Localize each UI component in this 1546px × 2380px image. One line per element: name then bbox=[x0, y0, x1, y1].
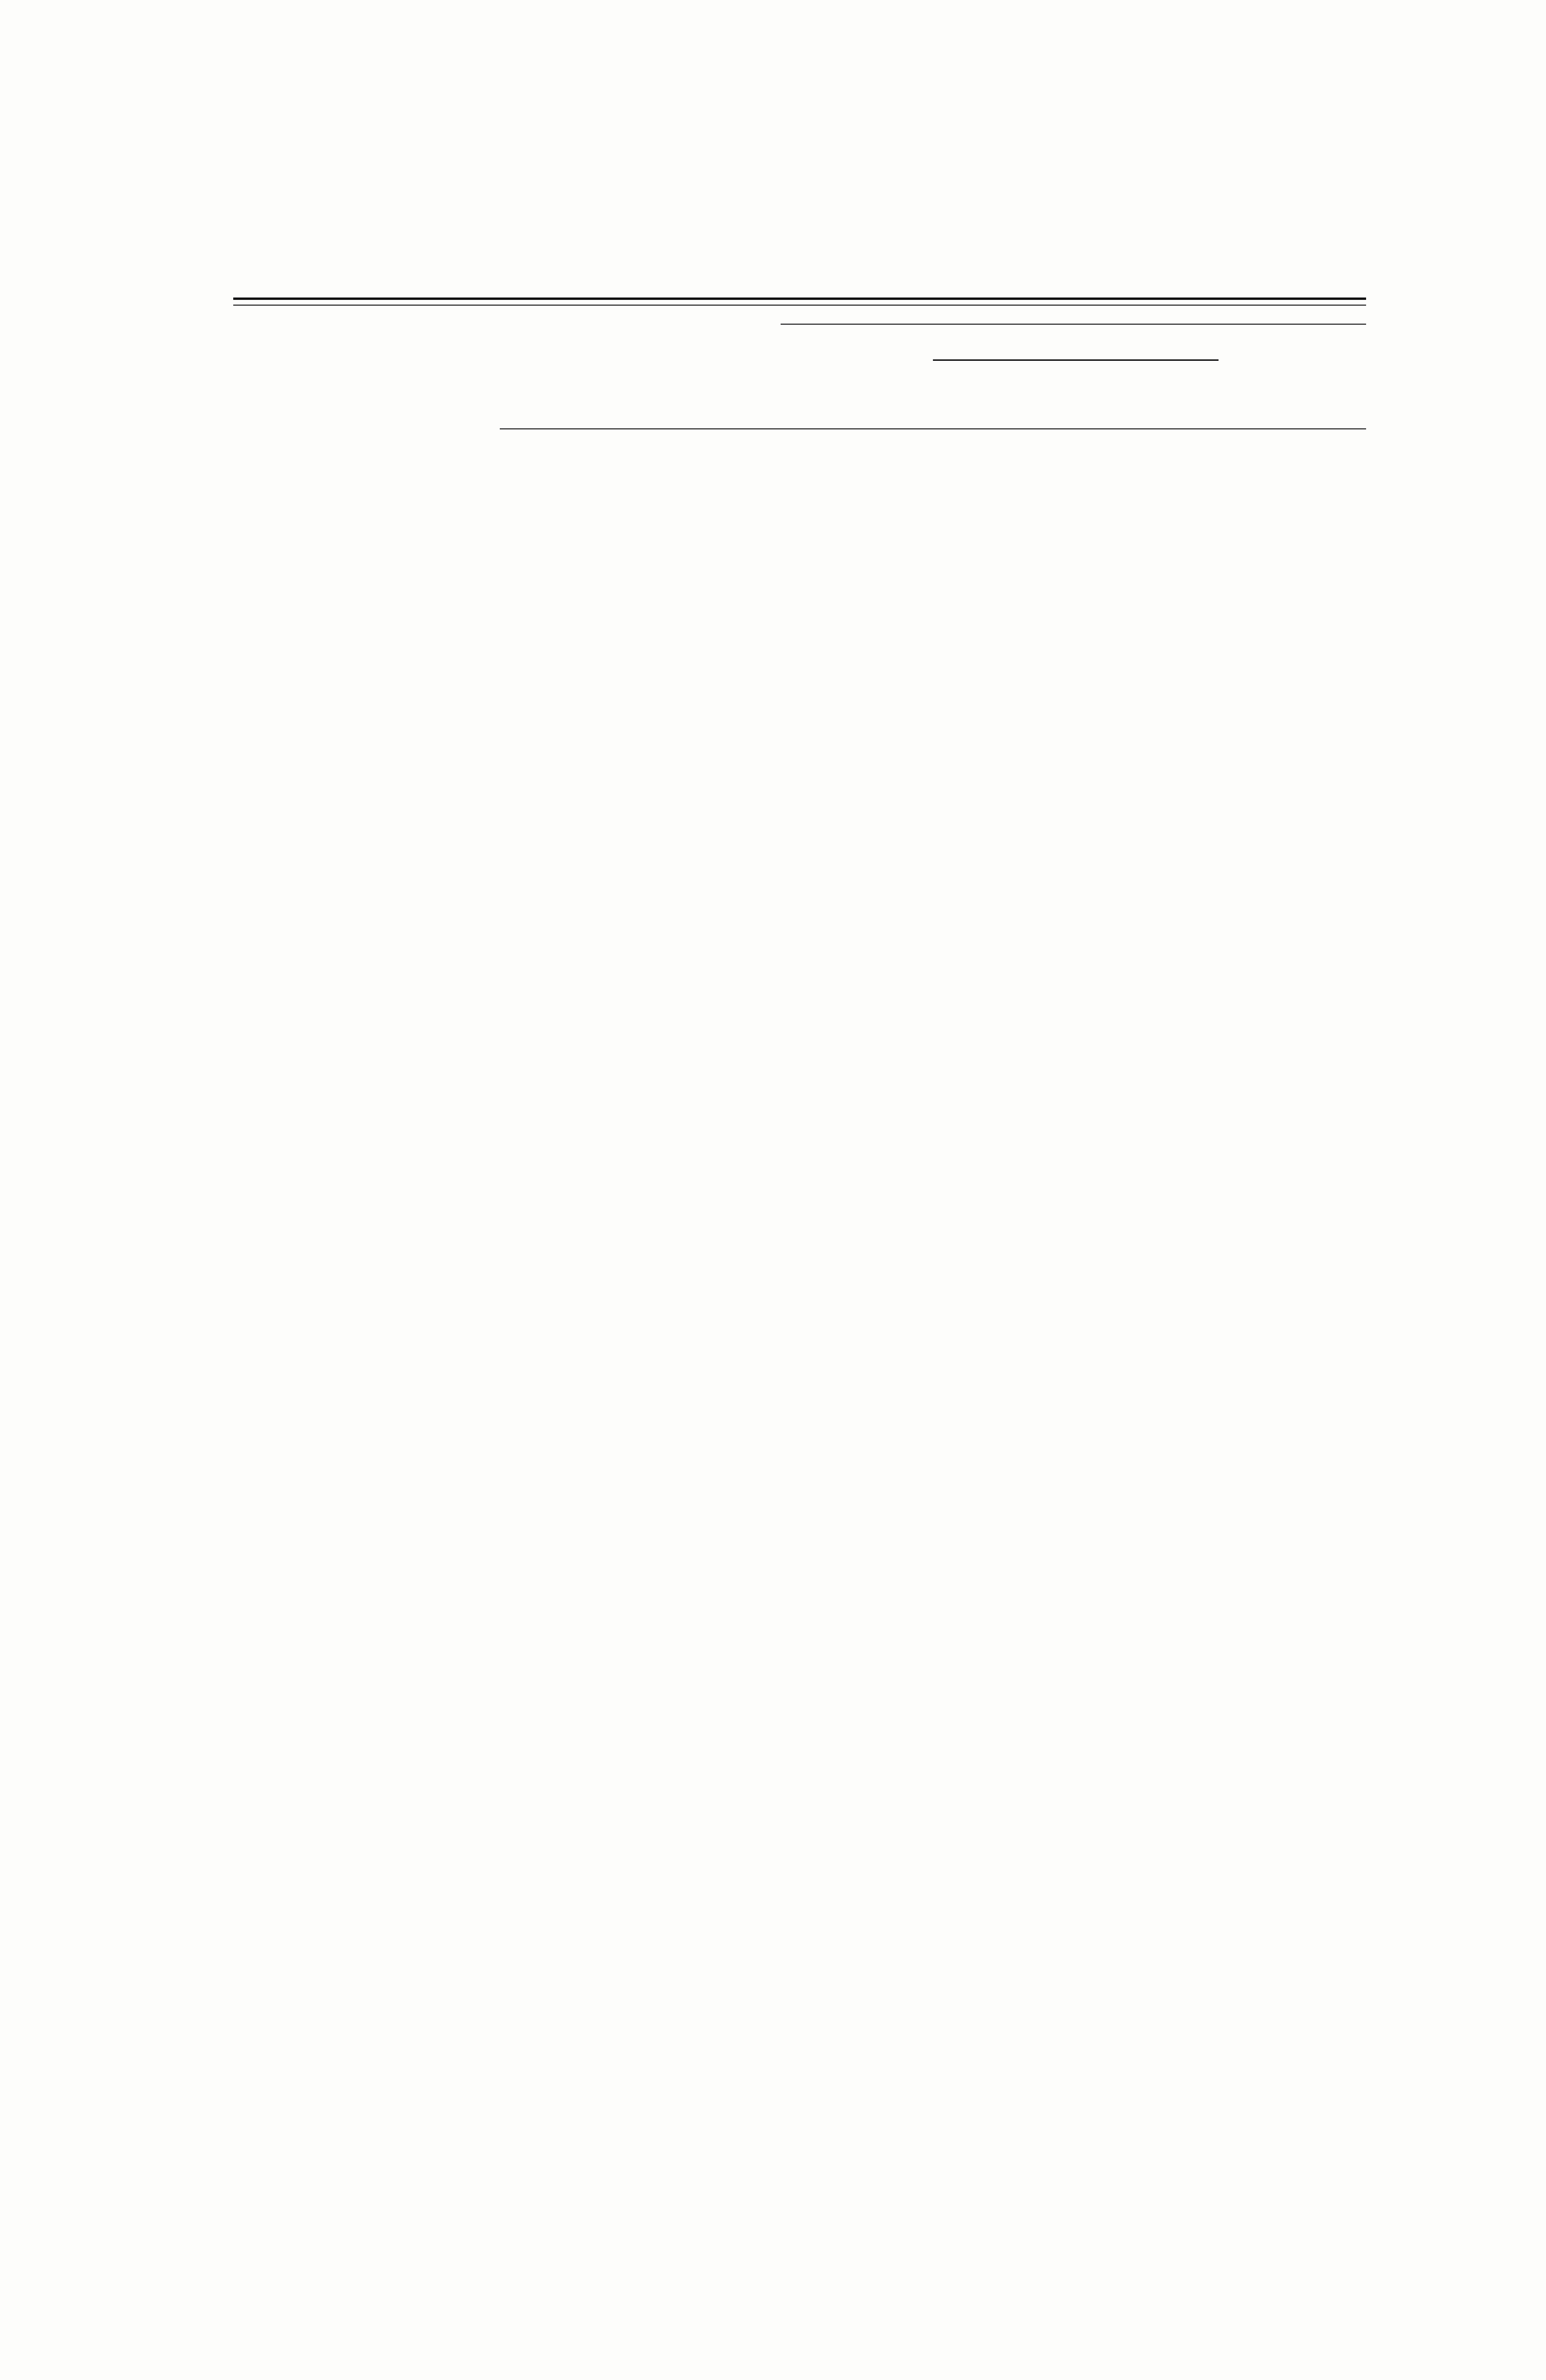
header-bottom-rule bbox=[500, 428, 1366, 429]
top-rule-thick bbox=[233, 298, 1366, 300]
top-rule-thin bbox=[233, 305, 1366, 306]
top-rule-thin-2 bbox=[781, 324, 1366, 325]
population-rule bbox=[933, 359, 1219, 361]
